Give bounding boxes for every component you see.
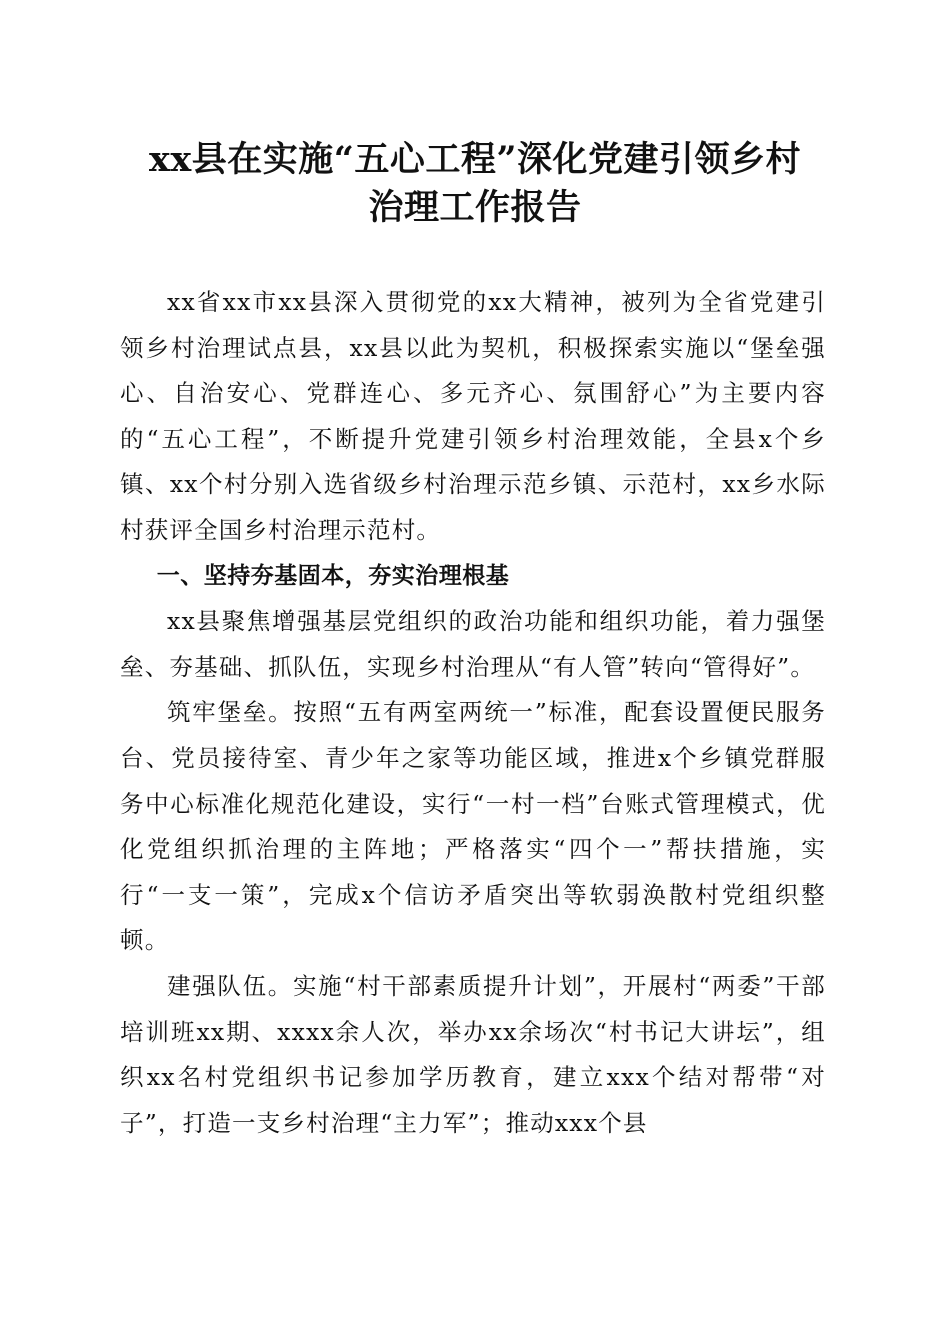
intro-paragraph: xx省xx市xx县深入贯彻党的xx大精神，被列为全省党建引领乡村治理试点县，xx县以此为契机，积极探索实施以“堡垒强心、自治安心、党群连心、多元齐心、氛围舒心”为主要内容的“五心工程”，不断提升党建引领乡村治理效能，全县x个乡镇、xx个村分别入选省级乡村治理示范乡镇、示范村，xx乡水际村获评全国乡村治理示范村。 bbox=[120, 288, 826, 544]
section-1-paragraph-3: 建强队伍。实施“村干部素质提升计划”，开展村“两委”干部培训班xx期、xxxx余人次，举办xx余场次“村书记大讲坛”，组织xx名村党组织书记参加学历教育，建立xxx个结对帮带“对子”，打造一支乡村治理“主力军”；推动xxx个县 bbox=[120, 971, 826, 1137]
document-body bbox=[120, 280, 826, 1146]
section-1-heading: 一、坚持夯基固本，夯实治理根基 bbox=[156, 562, 510, 589]
section-1-paragraph-2: 筑牢堡垒。按照“五有两室两统一”标准，配套设置便民服务台、党员接待室、青少年之家等功能区域，推进x个乡镇党群服务中心标准化规范化建设，实行“一村一档”台账式管理模式，优化党组织抓治理的主阵地；严格落实“四个一”帮扶措施，实行“一支一策”，完成x个信访矛盾突出等软弱涣散村党组织整顿。 bbox=[120, 698, 826, 955]
section-1-paragraph-1: xx县聚焦增强基层党组织的政治功能和组织功能，着力强堡垒、夯基础、抓队伍，实现乡村治理从“有人管”转向“管得好”。 bbox=[120, 607, 826, 681]
title-line-1: xx县在实施“五心工程”深化党建引领乡村 bbox=[149, 139, 801, 180]
title-line-2: 治理工作报告 bbox=[368, 187, 582, 228]
document-title bbox=[100, 136, 850, 232]
